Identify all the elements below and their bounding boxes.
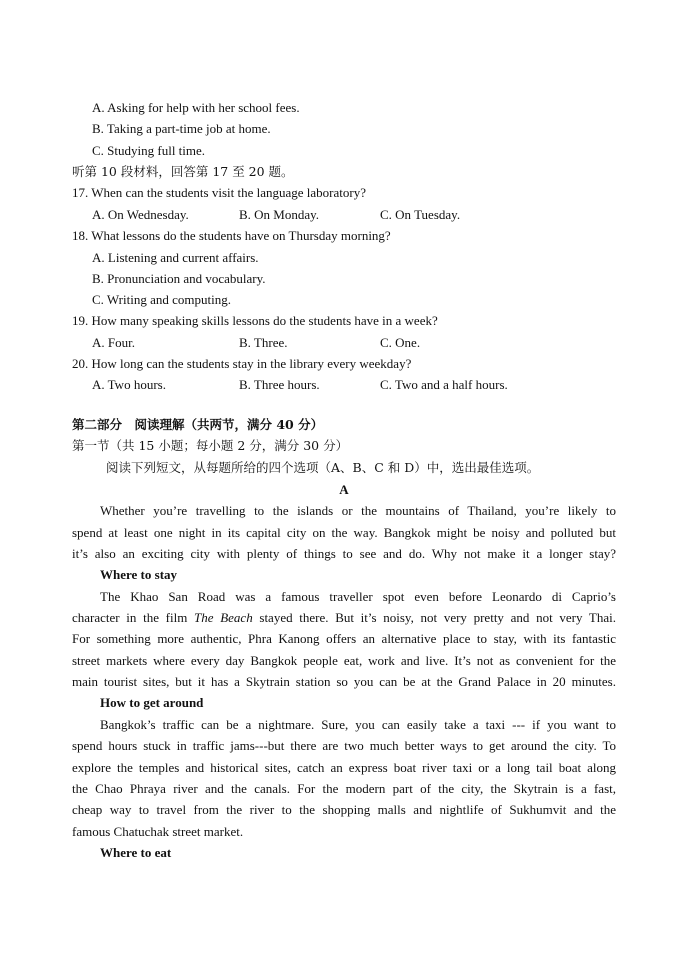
intro-line-3: it’s also an exciting city with plenty of things to see and do. Why not make it a longer stay?	[72, 546, 616, 561]
get-around-line-3: explore the temples and historical sites, catch an express boat river taxi or a long tail boat along	[72, 760, 616, 775]
q19-question: 19. How many speaking skills lessons do the students have in a week?	[72, 313, 438, 328]
get-around-line-1: Bangkok’s traffic can be a nightmare. Sure, you can easily take a taxi --- if you want to	[100, 717, 616, 732]
q17-option-b: B. On Monday.	[239, 207, 320, 222]
q17-question: 17. When can the students visit the language laboratory?	[72, 185, 366, 200]
q18-option-b: B. Pronunciation and vocabulary.	[92, 271, 266, 286]
q18-option-c: C. Writing and computing.	[92, 292, 231, 307]
q20-question: 20. How long can the students stay in the library every weekday?	[72, 356, 412, 371]
stay-line-3: For something more authentic, Phra Kanong offers an alternative place to stay, with its fantastic	[72, 631, 616, 646]
q20-option-b: B. Three hours.	[239, 377, 320, 392]
get-around-heading: How to get around	[100, 695, 204, 710]
where-to-eat-heading: Where to eat	[100, 845, 172, 860]
q16-option-c: C. Studying full time.	[92, 143, 206, 158]
stay-line-1: The Khao San Road was a famous traveller spot even before Leonardo di Caprio’s	[100, 589, 616, 604]
get-around-line-4: the Chao Phraya river and the canals. For the modern part of the city, the Skytrain is a fast,	[72, 781, 616, 796]
section-one-title: 第一节（共 15 小题；每小题 2 分，满分 30 分）	[72, 438, 349, 453]
q19-option-a: A. Four.	[92, 335, 135, 350]
q16-option-b: B. Taking a part-time job at home.	[92, 121, 271, 136]
stay-line-5: main tourist sites, but it has a Skytrain station so you can be at the Grand Palace in 20 minutes.	[72, 674, 616, 689]
get-around-line-2: spend hours stuck in traffic jams---but there are two much better ways to get around the city. To	[72, 738, 616, 753]
q19-option-b: B. Three.	[239, 335, 288, 350]
get-around-line-6: famous Chatuchak street market.	[72, 824, 244, 839]
stay-line-2-post: stayed there. But it’s noisy, not very pretty and not very Thai.	[252, 610, 616, 625]
q19-option-c: C. One.	[380, 335, 421, 350]
q20-option-a: A. Two hours.	[92, 377, 166, 392]
q18-option-a: A. Listening and current affairs.	[92, 250, 259, 265]
q20-option-c: C. Two and a half hours.	[380, 377, 508, 392]
q17-option-a: A. On Wednesday.	[92, 207, 189, 222]
intro-line-2: spend at least one night in its capital city on the way. Bangkok might be noisy and polluted but	[72, 525, 616, 540]
reading-directions: 阅读下列短文，从每题所给的四个选项（A、B、C 和 D）中，选出最佳选项。	[106, 460, 540, 475]
q17-option-c: C. On Tuesday.	[380, 207, 461, 222]
where-to-stay-heading: Where to stay	[100, 567, 178, 582]
stay-line-2	[72, 610, 616, 626]
part-two-title: 第二部分 阅读理解（共两节，满分 40 分）	[72, 417, 324, 432]
section-10-instruction: 听第 10 段材料，回答第 17 至 20 题。	[72, 164, 294, 179]
stay-line-2-pre: character in the film	[72, 610, 195, 625]
passage-label: A	[339, 482, 349, 497]
get-around-line-5: cheap way to travel from the river to the shopping malls and nightlife of Sukhumvit and the	[72, 802, 616, 817]
q18-question: 18. What lessons do the students have on Thursday morning?	[72, 228, 391, 243]
intro-line-1: Whether you’re travelling to the islands or the mountains of Thailand, you’re likely to	[100, 503, 616, 518]
q16-option-a: A. Asking for help with her school fees.	[92, 100, 300, 115]
stay-line-4: street markets where every day Bangkok people eat, work and live. It’s not as convenient for the	[72, 653, 616, 668]
film-title: The Beach	[194, 610, 253, 625]
